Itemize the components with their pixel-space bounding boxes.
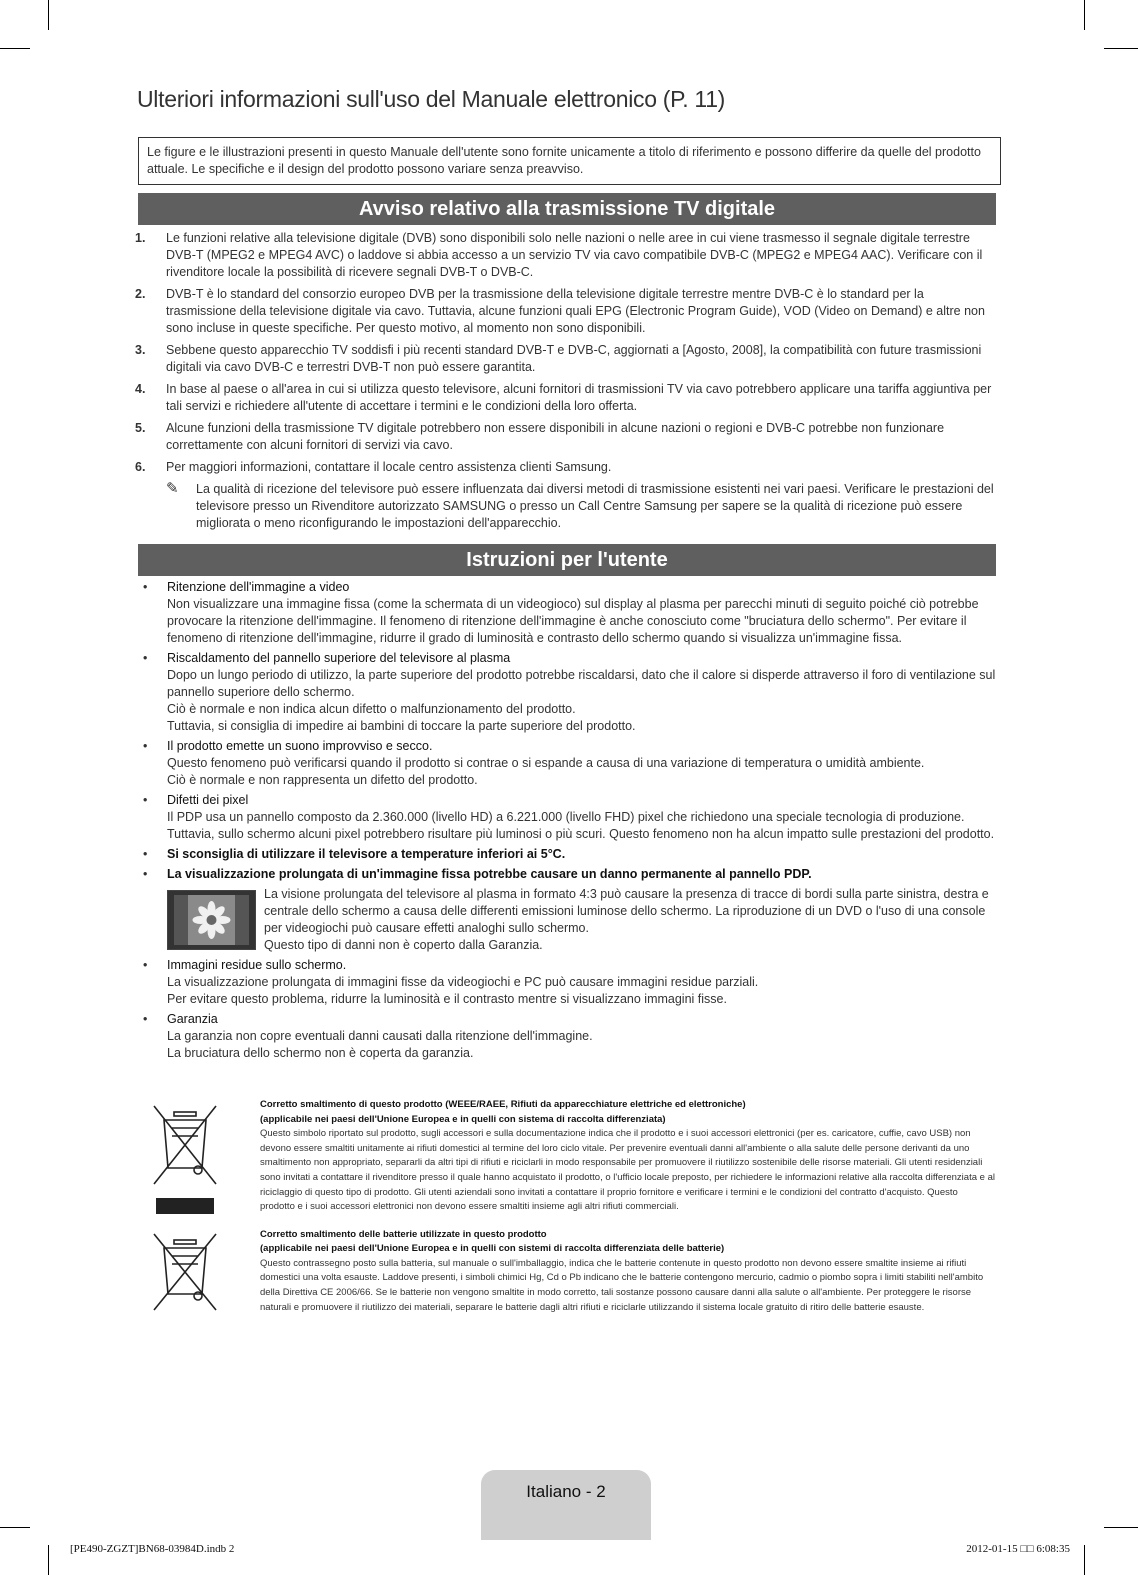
crop-mark bbox=[1084, 1545, 1085, 1575]
bullet-item: • Garanzia La garanzia non copre eventuali danni causati dalla ritenzione dell'immagine. La bruciatura dello schermo non è coperta da garanzia. bbox=[143, 1012, 593, 1060]
crop-mark bbox=[1084, 0, 1085, 30]
list-item: 6. Per maggiori informazioni, contattare il locale centro assistenza clienti Samsung. bbox=[135, 460, 612, 474]
bullet-item: • Riscaldamento del pannello superiore del televisore al plasma Dopo un lungo periodo di utilizzo, la parte superiore del prodotto potrebbe riscaldarsi, dato che il calore si disperde attraverso il foro di ventilazione sul pannello superiore dello schermo. Ciò è normale e non indica alcun difetto o malfunzionamento del prodotto. Tuttavia, si consiglia di impedire ai bambini di toccare la parte superiore del prodotto. bbox=[143, 651, 996, 733]
crossed-bin-battery-icon bbox=[150, 1228, 260, 1324]
tv-illustration-text: La visione prolungata del televisore al plasma in formato 4:3 può causare la presenza di tracce di bordi sulla parte sinistra, destra e centrale dello schermo a causa delle differenti emissioni luminose dello schermo. La riproduzione di un DVD o l'uso di una console per videogiochi può causare effetti analoghi sullo schermo. Questo tipo di danni non è coperto dalla Garanzia. bbox=[264, 887, 989, 952]
bullet-item: • Il prodotto emette un suono improvviso e secco. Questo fenomeno può verificarsi quando il prodotto si contrae o si espande a causa di una variazione di temperatura o umidità ambiente. Ciò è normale e non rappresenta un difetto del prodotto. bbox=[143, 739, 925, 787]
tv-illustration-block bbox=[140, 886, 997, 954]
weee-battery-text: Corretto smaltimento delle batterie utilizzate in questo prodotto (applicabile nei paesi dell'Unione Europea e in quelli con sistemi di raccolta differenziata delle batterie) Questo contrassegno posto sulla batteria, sul manuale o sull'imballaggio, indica che le batterie contenute in questo prodotto non devono essere smaltite insieme ai rifiuti domestici una volta esauste. Laddove presenti, i simboli chimici Hg, Cd o Pb indicano che le batterie contengono mercurio, cadmio o piombo sopra i limiti stabiliti nell'ambito della Direttiva CE 2006/66. Se le batterie non vengono smaltite in modo corretto, tali sostanze possono causare danni alla salute o all'ambiente. Per proteggere le risorse naturali e promuovere il riutilizzo dei materiali, separare le batterie dagli altri rifiuti e riciclarle utilizzando il sistema locale gratuito di ritiro delle batterie esauste. bbox=[260, 1228, 984, 1313]
bullet-item: • Difetti dei pixel Il PDP usa un pannello composto da 2.360.000 (livello HD) a 6.221.000 (livello FHD) pixel che richiedono una speciale tecnologia di produzione. Tuttavia, sullo schermo alcuni pixel potrebbero risultare più luminosi o più scuri. Questo fenomeno non ha alcun impatto sulle prestazioni del prodotto. bbox=[143, 793, 995, 841]
bullet-icon: • bbox=[143, 739, 148, 753]
pencil-icon: ✎ bbox=[166, 480, 179, 497]
bullet-icon: • bbox=[143, 793, 148, 807]
list-item: 4. In base al paese o all'area in cui si utilizza questo televisore, alcuni fornitori di trasmissioni TV via cavo potrebbero applicare una tariffa aggiuntiva per tali servizi e richiedere all'utente di accettare i termini e le condizioni della loro offerta. bbox=[135, 382, 992, 413]
section-heading-user-instructions: Istruzioni per l'utente bbox=[138, 544, 996, 576]
tv-screen-flower-image bbox=[167, 890, 256, 950]
bullet-icon: • bbox=[143, 867, 148, 881]
bullet-icon: • bbox=[143, 651, 148, 665]
crop-mark bbox=[1104, 1527, 1138, 1528]
crop-mark bbox=[0, 48, 30, 49]
crop-mark bbox=[48, 0, 49, 30]
bullet-icon: • bbox=[143, 580, 148, 594]
list-item: 1. Le funzioni relative alla televisione digitale (DVB) sono disponibili solo nelle nazioni o nelle aree in cui viene trasmesso il segnale digitale terrestre DVB-T (MPEG2 e MPEG4 AVC) o laddove si abbia accesso a un servizio TV via cavo compatibile DVB-C (MPEG2 e MPEG4 AAC). Verificare con il rivenditore locale la possibilità di ricevere segnali DVB-T o DVB-C. bbox=[135, 231, 983, 279]
footer-file-name: [PE490-ZGZT]BN68-03984D.indb 2 bbox=[70, 1543, 235, 1555]
crop-mark bbox=[0, 1527, 30, 1528]
weee-product-block bbox=[150, 1098, 995, 1224]
weee-product-text: Corretto smaltimento di questo prodotto (WEEE/RAEE, Rifiuti da apparecchiature elettriche ed elettroniche) (applicabile nei paesi dell'Unione Europea e in quelli con sistema di raccolta differenziata) Questo simbolo riportato sul prodotto, sugli accessori e sulla documentazione indica che il prodotto e i suoi accessori elettronici (per es. caricatore, cuffie, cavo USB) non devono essere smaltiti unitamente ai rifiuti domestici al termine del loro ciclo vitale. Per prevenire eventuali danni all'ambiente o alla salute delle persone derivanti da uno smaltimento non appropriato, separarli da altri tipi di rifiuti e riciclarli in modo responsabile per promuovere il riutilizzo sostenibile delle risorse materiali. Gli utenti residenziali sono invitati a contattare il rivenditore presso il quale hanno acquistato il prodotto, o l'ufficio locale preposto, per richiedere le informazioni relative alla raccolta differenziata e al riciclaggio di questo tipo di prodotto. Gli utenti aziendali sono invitati a contattare il proprio fornitore e verificare i termini e le condizioni del contratto d'acquisto. Questo prodotto e i suoi accessori elettronici non devono essere smaltiti insieme agli altri rifiuti commerciali. bbox=[260, 1099, 995, 1213]
section-heading-digital-tv: Avviso relativo alla trasmissione TV digitale bbox=[138, 193, 996, 225]
crop-mark bbox=[1104, 48, 1138, 49]
bullet-icon: • bbox=[143, 1012, 148, 1026]
digital-tv-list bbox=[135, 230, 997, 532]
page-title: Ulteriori informazioni sull'uso del Manuale elettronico (P. 11) bbox=[137, 86, 726, 112]
page-number-badge: Italiano - 2 bbox=[481, 1470, 651, 1540]
disclaimer-box: Le figure e le illustrazioni presenti in questo Manuale dell'utente sono fornite unicamente a titolo di riferimento e possono differire da quelle del prodotto attuale. Le specifiche e il design del prodotto possono variare senza preavviso. bbox=[138, 137, 1001, 185]
crossed-bin-icon bbox=[150, 1098, 260, 1224]
bullet-item: • La visualizzazione prolungata di un'immagine fissa potrebbe causare un danno permanente al pannello PDP. bbox=[143, 867, 812, 881]
footer-timestamp: 2012-01-15 □□ 6:08:35 bbox=[966, 1543, 1070, 1555]
crop-mark bbox=[48, 1545, 49, 1575]
user-instructions-list bbox=[140, 579, 997, 1065]
bullet-icon: • bbox=[143, 958, 148, 972]
weee-battery-block bbox=[150, 1228, 995, 1324]
note: ✎ La qualità di ricezione del televisore può essere influenzata dai diversi metodi di trasmissione esistenti nei vari paesi. Verificare le prestazioni del televisore presso un Rivenditore autorizzato SAMSUNG o presso un Call Centre Samsung per sapere se la qualità di ricezione può essere migliorata o meno riconfigurando le impostazioni dell'apparecchio. bbox=[166, 480, 994, 530]
bullet-item: • Ritenzione dell'immagine a video Non visualizzare una immagine fissa (come la schermata di un videogioco) sul display al plasma per parecchi minuti di seguito poiché ciò potrebbe provocare la ritenzione dell'immagine. Il fenomeno di ritenzione dell'immagine è anche conosciuto come "bruciatura dello schermo". Per evitare il fenomeno di ritenzione dell'immagine, ridurre il grado di luminosità e contrasto dello schermo quando si visualizza un'immagine fissa. bbox=[143, 580, 979, 645]
bullet-item: • Si sconsiglia di utilizzare il televisore a temperature inferiori ai 5°C. bbox=[143, 847, 566, 861]
bullet-item: • Immagini residue sullo schermo. La visualizzazione prolungata di immagini fisse da videogiochi e PC può causare immagini residue parziali. Per evitare questo problema, ridurre la luminosità e il contrasto mentre si visualizzano immagini fisse. bbox=[143, 958, 759, 1006]
bullet-icon: • bbox=[143, 847, 148, 861]
list-item: 2. DVB-T è lo standard del consorzio europeo DVB per la trasmissione della televisione digitale terrestre mentre DVB-C è lo standard per la trasmissione della televisione digitale via cavo. Tuttavia, alcune funzioni quali EPG (Electronic Program Guide), VOD (Video on Demand) e altre non sono incluse in queste specifiche. Per questo motivo, al momento non sono disponibili. bbox=[135, 287, 985, 335]
list-item: 5. Alcune funzioni della trasmissione TV digitale potrebbero non essere disponibili in alcune nazioni o regioni e DVB-C potrebbe non funzionare correttamente con alcuni fornitori di servizi via cavo. bbox=[135, 421, 945, 452]
weee-disposal-section bbox=[150, 1098, 995, 1327]
list-item: 3. Sebbene questo apparecchio TV soddisfi i più recenti standard DVB-T e DVB-C, aggiornati a [Agosto, 2008], la compatibilità con future trasmissioni digitali via cavo DVB-C e terrestri DVB-T non può essere garantita. bbox=[135, 343, 982, 374]
